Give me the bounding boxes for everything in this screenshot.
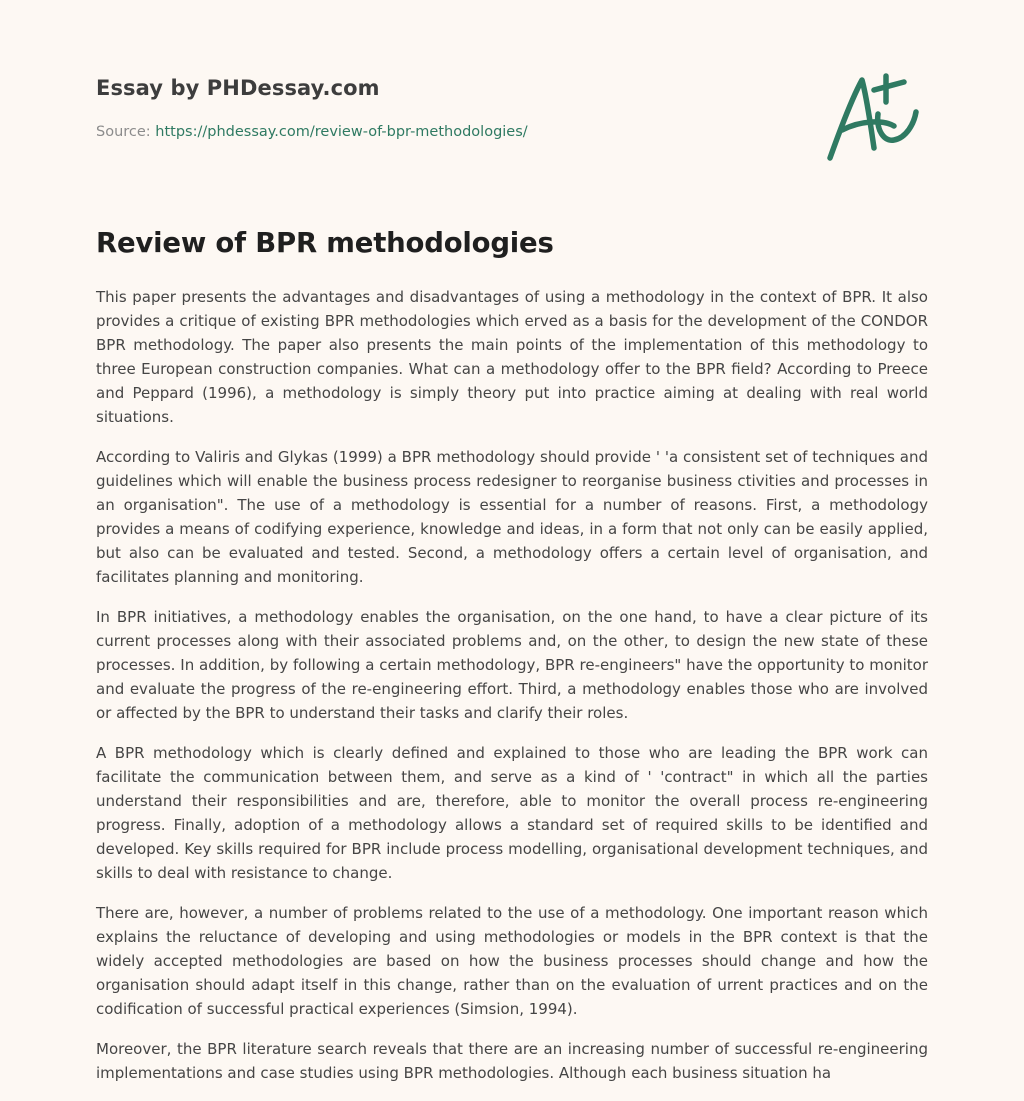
source-label: Source: [96, 124, 151, 140]
a-plus-logo-icon [822, 68, 932, 168]
source-link[interactable]: https://phdessay.com/review-of-bpr-methodologies/ [155, 124, 528, 140]
paragraph: In BPR initiatives, a methodology enables the organisation, on the one hand, to have a clear picture of its current processes along with their associated problems and, on the other, to design the new state of these processes. In addition, by following a certain methodology, BPR re-engineers" have the opportunity to monitor and evaluate the progress of the re-engineering effort. Third, a methodology enables those who are involved or affected by the BPR to understand their tasks and clarify their roles. [96, 608, 928, 722]
paragraph: According to Valiris and Glykas (1999) a BPR methodology should provide ' 'a consistent set of techniques and guidelines which will enable the business process redesigner to reorganise business ctivities and processes in an organisation". The use of a methodology is essential for a number of reasons. First, a methodology provides a means of codifying experience, knowledge and ideas, in a form that not only can be easily applied, but also can be evaluated and tested. Second, a methodology offers a certain level of organisation, and facilitates planning and monitoring. [96, 448, 928, 586]
source-line [96, 124, 528, 140]
paragraph: Moreover, the BPR literature search reveals that there are an increasing number of successful re-engineering implementations and case studies using BPR methodologies. Although each business situation ha [96, 1040, 928, 1082]
article-body [96, 285, 928, 1101]
article-title: Review of BPR methodologies [96, 227, 554, 259]
paragraph: There are, however, a number of problems related to the use of a methodology. One important reason which explains the reluctance of developing and using methodologies or models in the BPR context is that the widely accepted methodologies are based on how the business processes should change and how the organisation should adapt itself in this change, rather than on the evaluation of urrent practices and on the codification of successful practical experiences (Simsion, 1994). [96, 904, 928, 1018]
site-brand: Essay by PHDessay.com [96, 76, 380, 100]
paragraph: This paper presents the advantages and disadvantages of using a methodology in the context of BPR. It also provides a critique of existing BPR methodologies which erved as a basis for the development of the CONDOR BPR methodology. The paper also presents the main points of the implementation of this methodology to three European construction companies. What can a methodology offer to the BPR field? According to Preece and Peppard (1996), a methodology is simply theory put into practice aiming at dealing with real world situations. [96, 288, 928, 426]
paragraph: A BPR methodology which is clearly defined and explained to those who are leading the BPR work can facilitate the communication between them, and serve as a kind of ' 'contract" in which all the parties understand their responsibilities and are, therefore, able to monitor the overall process re-engineering progress. Finally, adoption of a methodology allows a standard set of required skills to be identified and developed. Key skills required for BPR include process modelling, organisational development techniques, and skills to deal with resistance to change. [96, 744, 928, 882]
